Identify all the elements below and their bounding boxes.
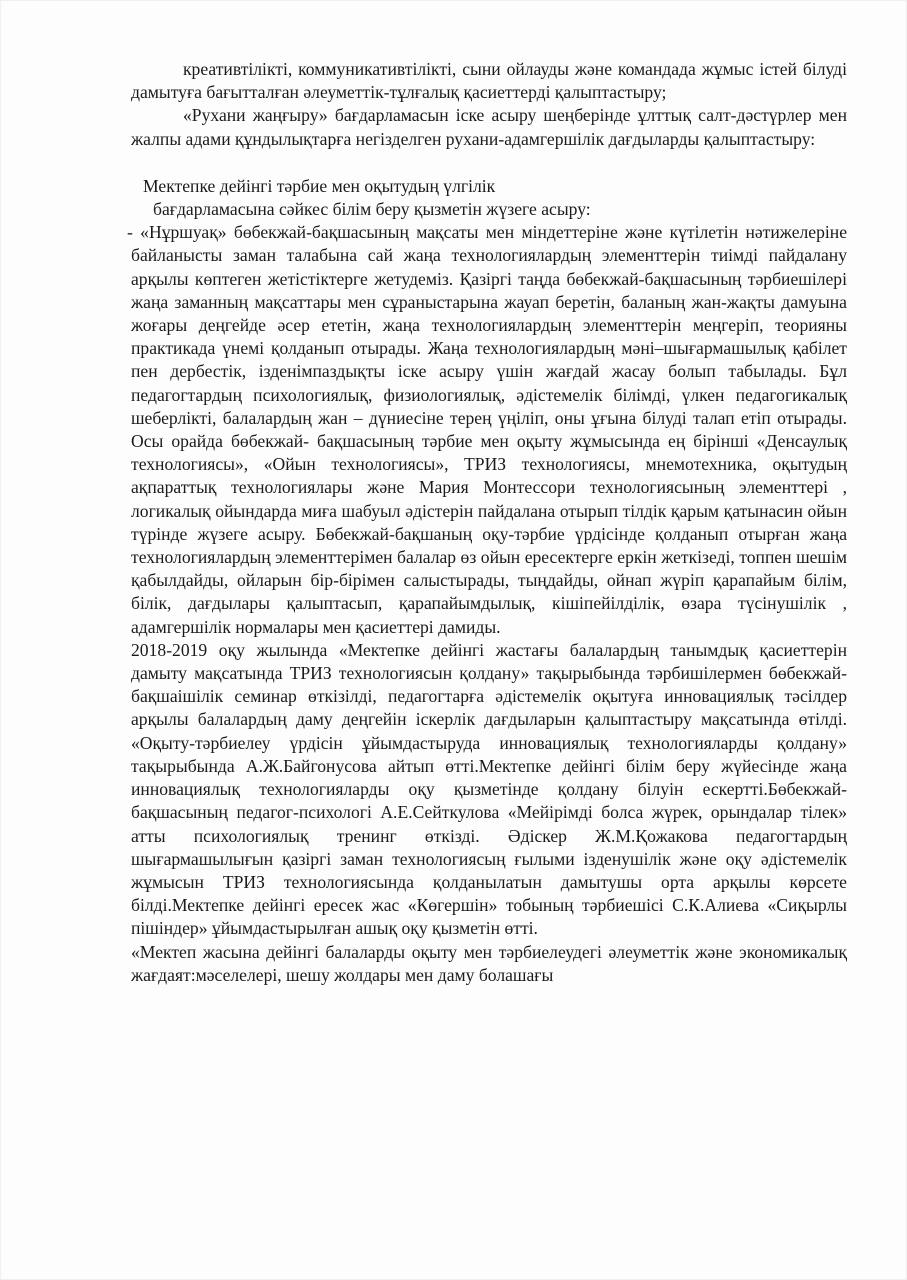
section-heading-line-1: Мектепке дейінгі тәрбие мен оқытудың үлгілік (143, 175, 496, 196)
intro-paragraph-2: «Рухани жаңғыру» бағдарламасын іске асыру шеңберінде ұлттық салт-дәстүрлер мен жалпы адами құндылықтарға негізделген рухани-адамгершілік дағдыларды қалыптастыру: (131, 105, 847, 149)
paragraph-2018-2019: 2018-2019 оқу жылында «Мектепке дейінгі жастағы балалардың танымдық қасиеттерін дамыту мақсатында ТРИЗ технологиясын қолдану» тақырыбында тәрбишілермен бөбекжай-бақшаішілік семинар өткізілді, педагогтарға әдістемелік оқытуға инновациялық тәсілдер арқылы балалардың даму деңгейін іскерлік дағдыларын қалыптастыру мақсатында өтілді. «Оқыту-тәрбиелеу үрдісін ұйымдастыруда инновациялық технологияларды қолдану» тақырыбында А.Ж.Байгонусова айтып өтті.Мектепке дейінгі білім беру жүйесінде жаңа инновациялық технологияларды оқу қызметінде қолдану білуін ескертті.Бөбекжай-бақшасының педагог-психологі А.Е.Сейткулова «Мейірімді болса жүрек, орындалар тілек» атты психологиялық тренинг өткізді. Әдіскер Ж.М.Қожакова педагогтардың шығармашылығын қазіргі заман технологиясың ғылыми ізденушілік және оқу әдістемелік жұмысын ТРИЗ технологиясында қолданылатын дамытушы орта арқылы көрсете білді.Мектепке дейінгі ересек жас «Көгершін» тобының тәрбиешісі С.К.Алиева «Сиқырлы пішіндер» ұйымдастырылған ашық оқу қызметін өтті. (131, 639, 847, 939)
spacer (131, 151, 847, 175)
document-body (127, 58, 847, 987)
paragraph-last: «Мектеп жасына дейінгі балаларды оқыту мен тәрбиелеудегі әлеуметтік және экономикалық жағдаят:мәселелері, шешу жолдары мен даму болашағы (131, 941, 847, 985)
intro-paragraph-1: креативтілікті, коммуникативтілікті, сыни ойлауды және командада жұмыс істей білуді дамытуға бағытталған әлеуметтік-тұлғалық қасиеттерді қалыптастыру; (131, 59, 847, 103)
main-paragraph: - «Нұршуақ» бөбекжай-бақшасының мақсаты мен міндеттеріне және күтілетін нәтижелеріне байланысты заман талабына сай жаңа технологиялардың элементтерін тиімді пайдалану арқылы көптеген жетістіктерге жетудеміз. Қазіргі таңда бөбекжай-бақшасының тәрбиешілері жаңа заманның мақсаттары мен сұраныстарына жауап беретін, баланың жан-жақты дамуына жоғары деңгейде әсер ететін, жаңа технологиялардың элементтерін меңгеріп, теорияны практикада үнемі қолданып отырады. Жаңа технологиялардың мәні–шығармашылық қабілет пен дербестік, ізденімпаздықты іске асыру үшін жағдай жасау болып табылады. Бұл педагогтардың психологиялық, физиологиялық, әдістемелік білімді, үлкен педагогикалық шеберлікті, балалардың жан – дүниесіне терең үңіліп, оны ұғына білуді талап етіп отырады. Осы орайда бөбекжай- бақшасының тәрбие мен оқыту жұмысында ең бірінші «Денсаулық технологиясы», «Ойын технологиясы», ТРИЗ технологиясы, мнемотехника, оқытудың ақпараттық технологиялары және Мария Монтессори технологиясының элементтері , логикалық ойындарда миға шабуыл әдістерін пайдалана отырып тілдік қарым қатынасин ойын түрінде жүзеге асыру. Бөбекжай-бақшаның оқу-тәрбие үрдісінде қолданып отырған жаңа технологиялардың элементтерімен балалар өз ойын ересектерге еркін жеткізеді, топпен шешім қабылдайды, ойларын бір-бірімен салыстырады, тыңдайды, ойнап жүріп қарапайым білім, білік, дағдылары қалыптасып, қарапайымдылық, кішіпейілділік, өзара түсінушілік , адамгершілік нормалары мен қасиеттері дамиды. (127, 222, 847, 637)
section-heading-line-2: бағдарламасына сәйкес білім беру қызметін жүзеге асыру: (153, 199, 591, 220)
